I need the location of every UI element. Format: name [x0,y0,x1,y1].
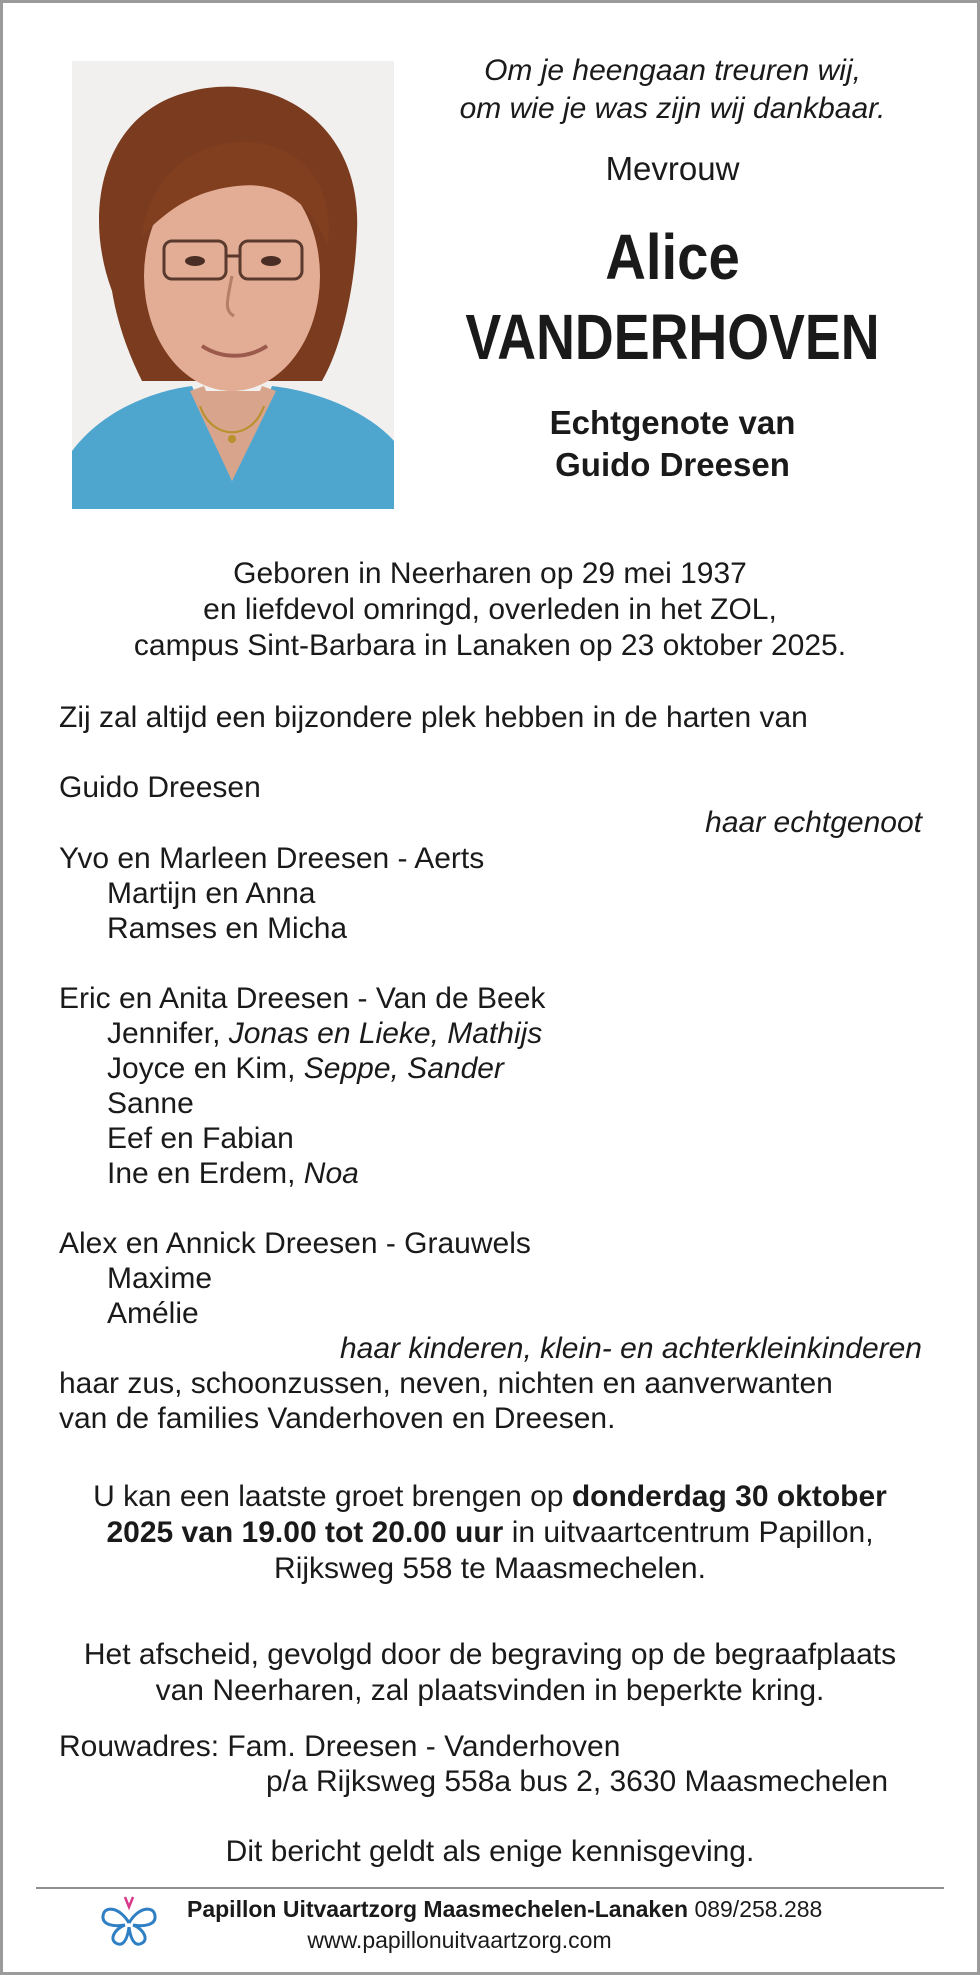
family-group-1-parents: Yvo en Marleen Dreesen - Aerts [59,842,485,875]
family-group-2-child-1 [107,1016,542,1051]
funeral-home-phone[interactable]: 089/258.288 [694,1896,823,1922]
family-group-2-parents: Eric en Anita Dreesen - Van de Beek [59,982,546,1015]
family-group-3-child-2: Amélie [107,1297,199,1330]
visitation-time: 2025 van 19.00 tot 20.00 uur [106,1516,504,1549]
spouse-relation: Echtgenote van [549,404,796,441]
funeral-home-contact [187,1894,927,1924]
death-line-1: en liefdevol omringd, overleden in het ZOL, [203,593,777,626]
mourning-address: p/a Rijksweg 558a bus 2, 3630 Maasmechelen [265,1765,888,1798]
grandchild-name: Ine en Erdem, [107,1157,296,1190]
grandchild-name: Joyce en Kim, [107,1052,296,1085]
family-group-3-parents: Alex en Annick Dreesen - Grauwels [59,1227,531,1260]
husband-role: haar echtgenoot [705,806,922,839]
farewell-line-1: Het afscheid, gevolgd door de begraving op de begraafplaats [83,1638,897,1671]
deceased-last-name: VANDERHOVEN [465,301,880,373]
honorific: Mevrouw [605,150,740,187]
visitation-date: donderdag 30 oktober [571,1480,887,1513]
footer-divider [36,1887,944,1889]
children-role: haar kinderen, klein- en achterkleinkinderen [339,1332,922,1365]
butterfly-logo-icon [98,1889,160,1951]
family-group-1-child-2: Ramses en Micha [107,912,348,945]
family-group-1-child-1: Martijn en Anna [107,877,316,910]
visitation-location: in uitvaartcentrum Papillon, [511,1516,874,1549]
family-group-2-child-5 [107,1156,359,1191]
extended-family-1: haar zus, schoonzussen, neven, nichten en aanverwanten [59,1367,833,1400]
great-grandchildren: Jonas en Lieke, Mathijs [228,1017,543,1050]
farewell-info [40,1637,940,1709]
visitation-info [40,1479,940,1587]
funeral-home-name: Papillon Uitvaartzorg Maasmechelen-Lanaken [187,1896,689,1922]
mourning-address-label: Rouwadres: Fam. Dreesen - Vanderhoven [59,1730,621,1763]
birth-line: Geboren in Neerharen op 29 mei 1937 [233,557,747,590]
extended-family-2: van de families Vanderhoven en Dreesen. [59,1402,616,1435]
family-group-2-child-4: Eef en Fabian [107,1122,294,1155]
great-grandchildren: Noa [303,1157,359,1190]
great-grandchildren: Seppe, Sander [303,1052,504,1085]
death-line-2: campus Sint-Barbara in Lanaken op 23 oktober 2025. [133,629,847,662]
notice-statement: Dit bericht geldt als enige kennisgeving. [225,1835,755,1868]
family-intro: Zij zal altijd een bijzondere plek hebben in de harten van [59,701,808,734]
visitation-pre: U kan een laatste groet brengen op [93,1480,564,1513]
family-group-2-child-2 [107,1051,504,1086]
family-group-2-child-3: Sanne [107,1087,194,1120]
birth-death-info [60,556,920,664]
spouse-name: Guido Dreesen [555,446,790,483]
farewell-line-2: van Neerharen, zal plaatsvinden in beperkte kring. [155,1674,825,1707]
deceased-first-name: Alice [605,221,740,293]
funeral-home-website[interactable]: www.papillonuitvaartzorg.com [307,1927,612,1953]
visitation-address: Rijksweg 558 te Maasmechelen. [274,1552,706,1585]
quote-line-1: Om je heengaan treuren wij, [484,54,861,87]
husband-name: Guido Dreesen [59,771,261,804]
memorial-quote [420,52,925,128]
family-group-3-child-1: Maxime [107,1262,213,1295]
quote-line-2: om wie je was zijn wij dankbaar. [459,92,886,125]
grandchild-name: Jennifer, [107,1017,221,1050]
portrait-photo [72,61,394,509]
